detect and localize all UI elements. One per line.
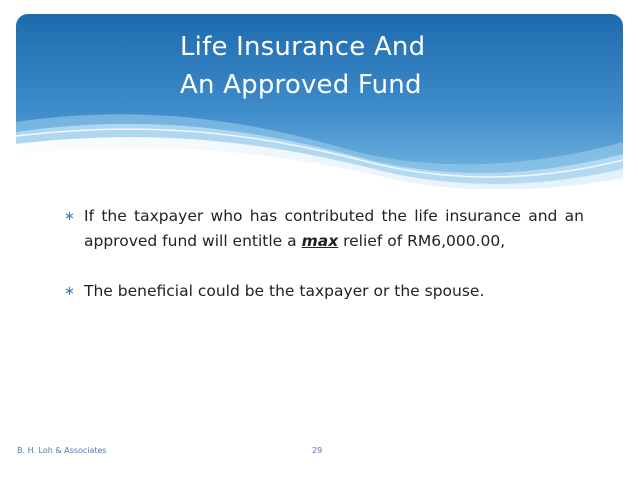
slide-title [180,28,600,104]
bullet-item-1 [64,204,584,254]
page-number: 29 [312,446,323,455]
title-line-1: Life Insurance And [180,32,426,62]
asterisk-bullet-icon: ∗ [64,284,75,299]
footer-author: B. H. Loh & Associates [17,446,107,455]
bullet-list [64,204,584,304]
bullet-1-text-end: relief of RM6,000.00, [338,232,506,250]
bullet-1-emphasis: max [301,232,339,250]
title-banner [16,14,623,189]
bullet-1-text-start: If the taxpayer who has contributed the life insurance and an approved fund will entitle a [84,207,584,250]
bullet-item-2 [64,279,584,304]
asterisk-bullet-icon: ∗ [64,209,75,224]
bullet-2-text: The beneficial could be the taxpayer or the spouse. [84,282,485,300]
title-line-2: An Approved Fund [180,70,422,100]
